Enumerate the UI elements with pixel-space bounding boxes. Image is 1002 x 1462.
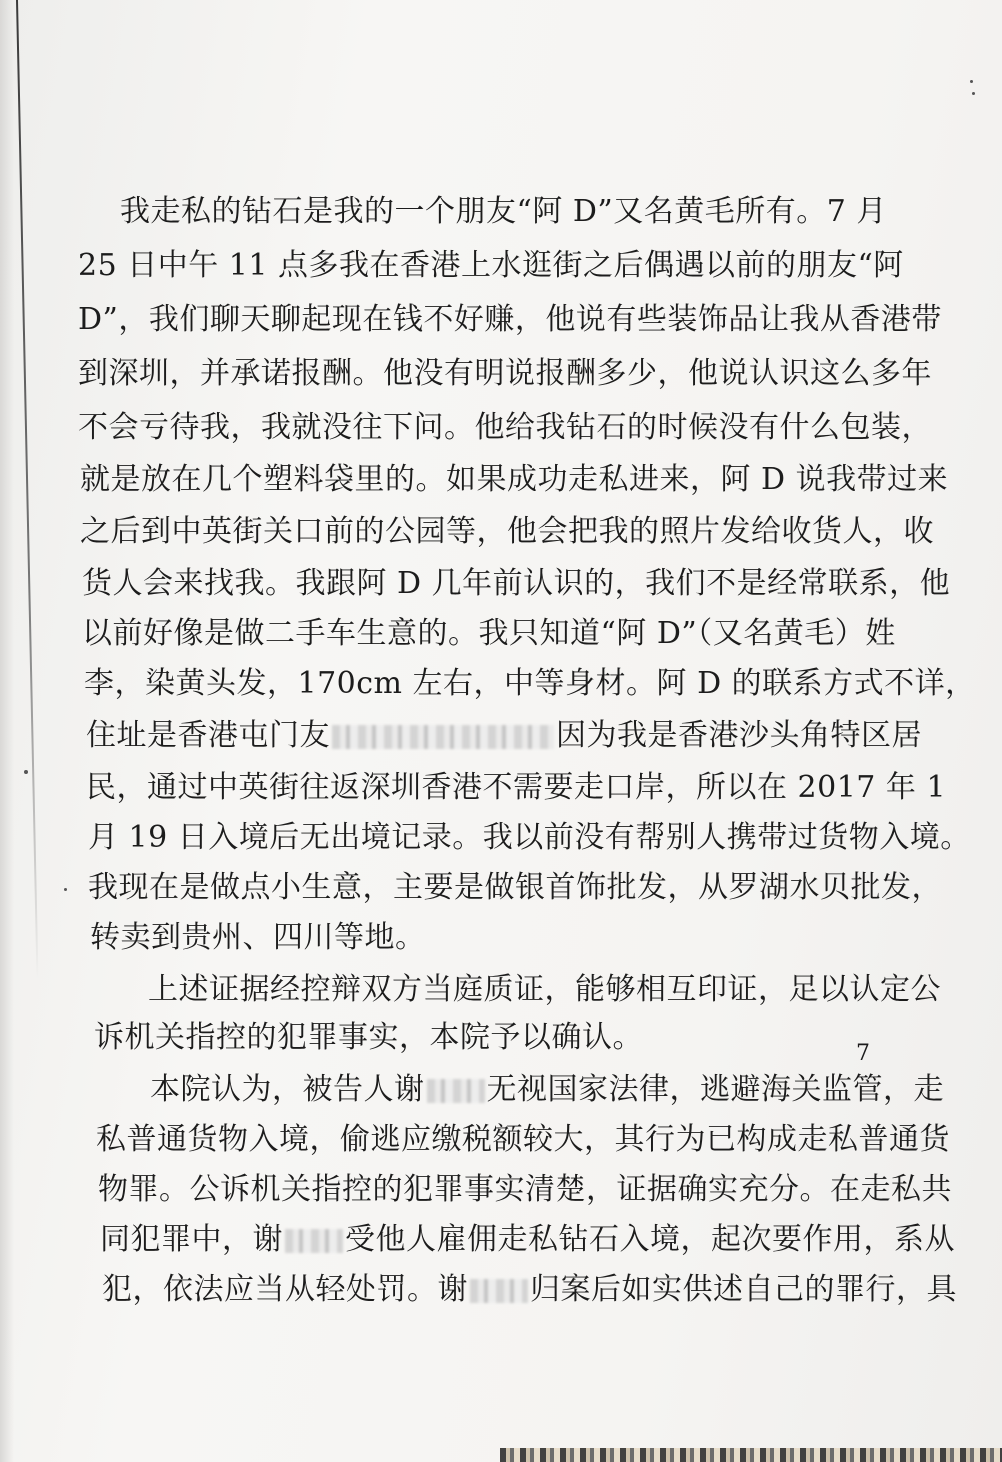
redacted-address xyxy=(332,725,554,749)
text-line: 我走私的钻石是我的一个朋友“阿 D”又名黄毛所有。7 月 xyxy=(120,194,887,229)
redacted-name xyxy=(470,1279,528,1303)
text-segment: 犯，依法应当从轻处罚。谢 xyxy=(102,1272,468,1307)
scan-bottom-edge xyxy=(500,1448,1002,1462)
text-segment: 本院认为，被告人谢 xyxy=(150,1072,425,1107)
text-line: 上述证据经控辩双方当庭质证，能够相互印证，足以认定公 xyxy=(148,972,941,1007)
text-line: 私普通货物入境，偷逃应缴税额较大，其行为已构成走私普通货 xyxy=(96,1122,950,1157)
text-line: 以前好像是做二手车生意的。我只知道“阿 D”（又名黄毛）姓 xyxy=(82,616,896,651)
page-edge-shadow xyxy=(0,0,14,1462)
text-line: 货人会来找我。我跟阿 D 几年前认识的，我们不是经常联系，他 xyxy=(82,566,951,601)
scan-speck xyxy=(970,80,973,83)
text-segment: 归案后如实供述自己的罪行，具 xyxy=(530,1272,957,1307)
text-line: 不会亏待我，我就没往下问。他给我钻石的时候没有什么包装， xyxy=(78,410,932,445)
text-segment: 因为我是香港沙头角特区居 xyxy=(556,718,922,753)
page-fold-line xyxy=(16,0,39,980)
text-segment: 住址是香港屯门友 xyxy=(86,718,330,753)
scan-speck xyxy=(972,92,975,95)
text-line: 诉机关指控的犯罪事实，本院予以确认。 xyxy=(94,1020,643,1055)
text-segment: 受他人雇佣走私钻石入境，起次要作用，系从 xyxy=(345,1222,955,1257)
text-line: 李，染黄头发，170cm 左右，中等身材。阿 D 的联系方式不详， xyxy=(84,666,976,701)
text-line-defendant xyxy=(150,1070,944,1110)
text-line: 转卖到贵州、四川等地。 xyxy=(90,920,426,955)
text-line: 物罪。公诉机关指控的犯罪事实清楚，证据确实充分。在走私共 xyxy=(98,1172,952,1207)
text-line: 25 日中午 11 点多我在香港上水逛街之后偶遇以前的朋友“阿 xyxy=(78,248,904,283)
text-line-defendant xyxy=(102,1270,957,1310)
text-line: 月 19 日入境后无出境记录。我以前没有帮别人携带过货物入境。 xyxy=(88,820,971,855)
page-number: 7 xyxy=(856,1041,870,1066)
text-line: 之后到中英街关口前的公园等，他会把我的照片发给收货人，收 xyxy=(80,514,934,549)
text-line-defendant xyxy=(100,1220,955,1260)
text-line: 民，通过中英街往返深圳香港不需要走口岸，所以在 2017 年 1 xyxy=(86,770,947,805)
text-segment: 无视国家法律，逃避海关监管，走 xyxy=(486,1072,944,1107)
scan-speck xyxy=(64,888,67,891)
text-segment: 同犯罪中，谢 xyxy=(100,1222,283,1257)
redacted-name xyxy=(285,1229,343,1253)
text-line: 就是放在几个塑料袋里的。如果成功走私进来，阿 D 说我带过来 xyxy=(80,462,949,497)
scan-speck xyxy=(24,770,28,774)
text-line: 我现在是做点小生意，主要是做银首饰批发，从罗湖水贝批发， xyxy=(88,870,942,905)
redacted-name xyxy=(427,1079,485,1103)
text-line: 到深圳，并承诺报酬。他没有明说报酬多少，他说认识这么多年 xyxy=(78,356,932,391)
text-line-address xyxy=(86,716,922,756)
text-line: D”，我们聊天聊起现在钱不好赚，他说有些装饰品让我从香港带 xyxy=(78,302,942,337)
